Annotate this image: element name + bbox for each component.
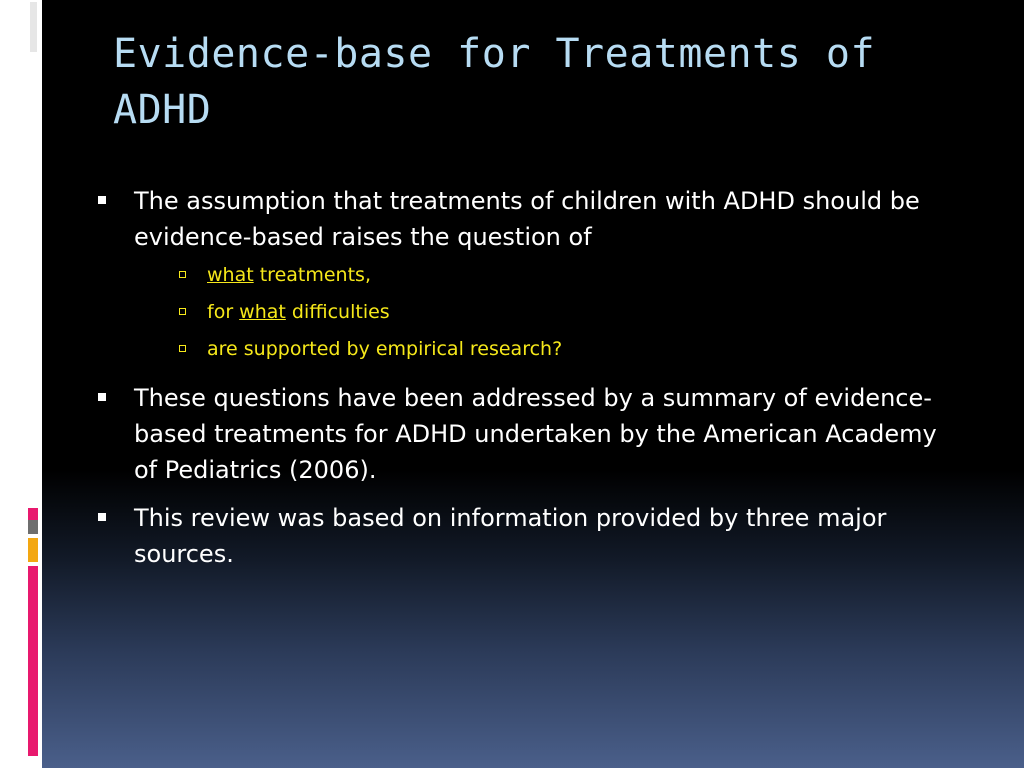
hollow-square-bullet-icon: [179, 308, 186, 315]
underlined-word: what: [207, 264, 254, 286]
decorative-bar: [30, 2, 37, 52]
decorative-pink-bar: [28, 566, 38, 756]
slide-content: [98, 183, 958, 584]
sub-bullet-text: treatments,: [253, 264, 371, 286]
square-bullet-icon: [98, 513, 106, 521]
decorative-orange-block: [28, 538, 38, 562]
bullet-text: This review was based on information provided by three major sources.: [134, 504, 887, 568]
square-bullet-icon: [98, 393, 106, 401]
left-decorative-strip: [0, 0, 42, 768]
sub-bullet-text: difficulties: [285, 301, 390, 323]
sub-bullet-item-3: [134, 331, 958, 368]
decorative-pink-block: [28, 508, 38, 520]
underlined-word: what: [239, 301, 286, 323]
sub-bullet-item-2: [134, 294, 958, 331]
bullet-text: These questions have been addressed by a summary of evidence-based treatments for ADHD undertaken by the American Academy of Pediatrics (2006).: [134, 384, 937, 484]
bullet-item-1: [98, 183, 958, 368]
bullet-item-3: [98, 500, 958, 572]
hollow-square-bullet-icon: [179, 271, 186, 278]
sub-bullet-item-1: [134, 257, 958, 294]
hollow-square-bullet-icon: [179, 345, 186, 352]
bullet-text: The assumption that treatments of children with ADHD should be evidence-based raises the question of: [134, 187, 920, 251]
sub-bullet-text: are supported by empirical research?: [207, 338, 563, 360]
sub-bullet-list: [134, 257, 958, 368]
square-bullet-icon: [98, 196, 106, 204]
bullet-item-2: [98, 380, 958, 488]
slide-title: Evidence-base for Treatments of ADHD: [113, 31, 876, 133]
decorative-grey-block: [28, 520, 38, 534]
sub-bullet-text: for: [207, 301, 240, 323]
